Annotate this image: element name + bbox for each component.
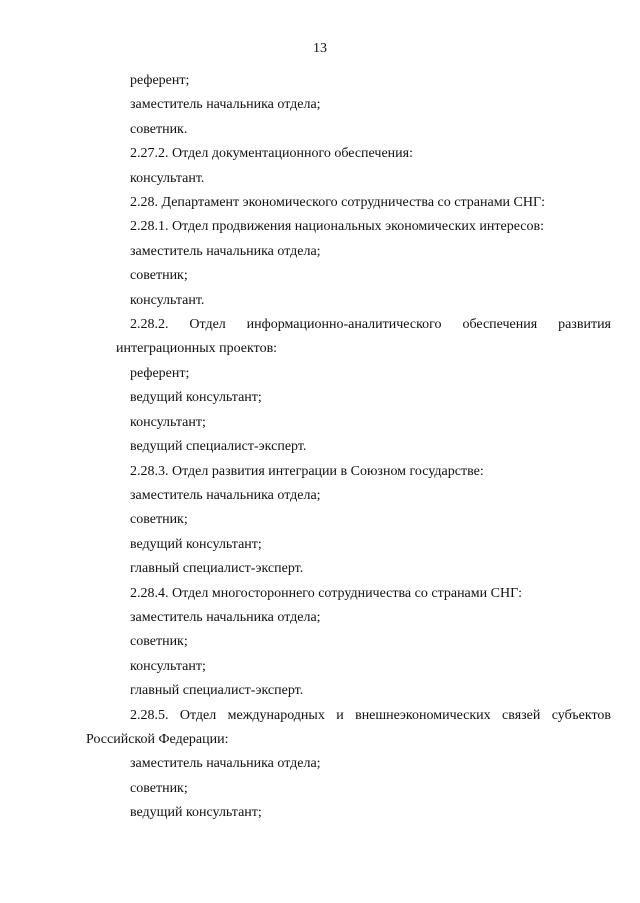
list-item: советник; [130, 512, 188, 528]
list-item: главный специалист-эксперт. [130, 683, 304, 699]
paragraph-continuation: интеграционных проектов: [116, 341, 278, 357]
list-item: референт; [130, 365, 190, 381]
list-item: советник; [130, 780, 188, 796]
list-item: консультант; [130, 658, 206, 674]
section-heading: 2.28.1. Отдел продвижения национальных экономических интересов: [130, 219, 544, 235]
list-item: ведущий специалист-эксперт. [130, 439, 307, 455]
list-item: консультант. [130, 292, 205, 308]
list-item: советник; [130, 634, 188, 650]
list-item: консультант; [130, 414, 206, 430]
list-item: заместитель начальника отдела; [130, 487, 321, 503]
list-item: главный специалист-эксперт. [130, 561, 304, 577]
list-item: консультант. [130, 170, 205, 186]
list-item: заместитель начальника отдела; [130, 243, 321, 259]
document-body [86, 69, 611, 826]
list-item: заместитель начальника отдела; [130, 97, 321, 113]
page-number: 13 [313, 41, 327, 56]
list-item: ведущий консультант; [130, 536, 262, 552]
list-item: советник. [130, 121, 188, 137]
section-heading: 2.27.2. Отдел документационного обеспечения: [130, 146, 413, 162]
paragraph-continuation: Российской Федерации: [86, 731, 229, 747]
list-item: референт; [130, 73, 190, 88]
section-heading: 2.28.4. Отдел многостороннего сотрудничества со странами СНГ: [130, 585, 523, 601]
section-heading-paragraph [86, 313, 611, 362]
section-heading: 2.28.3. Отдел развития интеграции в Союзном государстве: [130, 463, 484, 479]
list-item: ведущий консультант; [130, 805, 262, 821]
section-heading-paragraph [86, 704, 611, 753]
list-item: советник; [130, 268, 188, 284]
list-item: заместитель начальника отдела; [130, 609, 321, 625]
list-item: заместитель начальника отдела; [130, 756, 321, 772]
list-item: ведущий консультант; [130, 390, 262, 406]
paragraph-first-line: 2.28.5. Отдел международных и внешнеэкономических связей субъектов [130, 707, 611, 723]
section-heading: 2.28. Департамент экономического сотрудничества со странами СНГ: [130, 195, 545, 211]
paragraph-first-line: 2.28.2. Отдел информационно-аналитического обеспечения развития [130, 317, 611, 333]
